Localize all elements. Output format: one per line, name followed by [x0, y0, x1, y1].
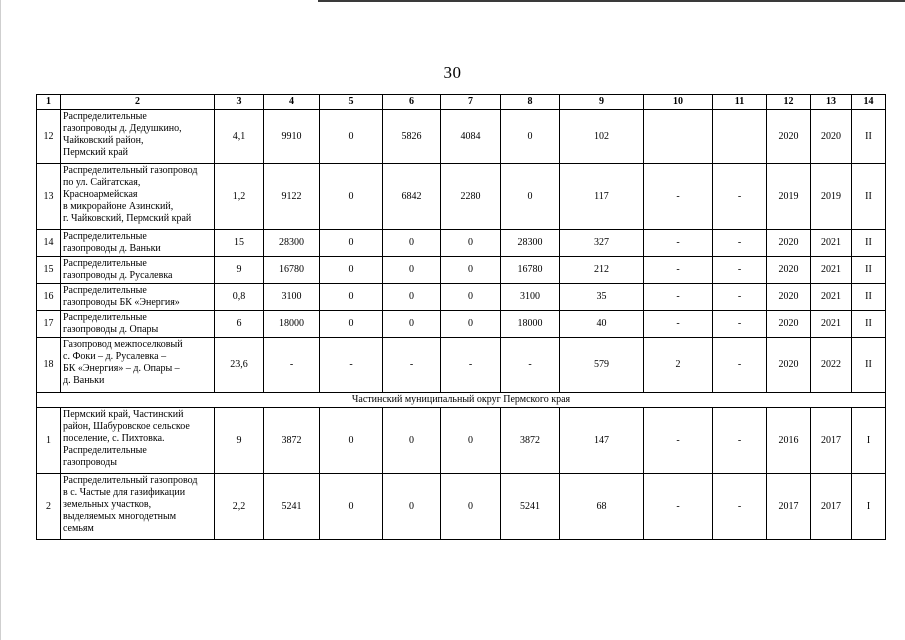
object-name-line: Распределительные: [63, 312, 147, 323]
object-name-line: Распределительные: [63, 445, 147, 456]
value-cell-c11: -: [713, 230, 767, 257]
value-cell-c10: -: [644, 311, 713, 338]
object-name-line: БК «Энергия» – д. Опары –: [63, 363, 180, 374]
value-cell-c8: 28300: [501, 230, 560, 257]
value-cell-c14: II: [852, 110, 886, 164]
top-border-line: [318, 0, 905, 2]
value-cell-c12: 2020: [767, 110, 811, 164]
row-number-cell: 13: [37, 164, 61, 230]
value-cell-c5: 0: [320, 284, 383, 311]
object-name-line: газопроводы: [63, 457, 117, 468]
value-cell-c11: -: [713, 257, 767, 284]
value-cell-c8: 3872: [501, 408, 560, 474]
value-cell-c3: 6: [215, 311, 264, 338]
object-name-line: газопроводы д. Дедушкино,: [63, 123, 182, 134]
value-cell-c14: II: [852, 284, 886, 311]
value-cell-c10: [644, 110, 713, 164]
value-cell-c9: 102: [560, 110, 644, 164]
value-cell-c8: 3100: [501, 284, 560, 311]
table-row: [37, 474, 886, 540]
value-cell-c5: 0: [320, 474, 383, 540]
header-cell: 12: [767, 95, 811, 110]
value-cell-c10: -: [644, 284, 713, 311]
header-cell: 3: [215, 95, 264, 110]
object-name-line: д. Ваньки: [63, 375, 105, 386]
value-cell-c11: [713, 110, 767, 164]
value-cell-c6: 6842: [383, 164, 441, 230]
value-cell-c9: 68: [560, 474, 644, 540]
object-name-line: Пермский край: [63, 147, 128, 158]
table-row: [37, 284, 886, 311]
value-cell-c13: 2021: [811, 311, 852, 338]
value-cell-c10: -: [644, 230, 713, 257]
object-name-line: газопроводы д. Русалевка: [63, 270, 173, 281]
value-cell-c11: -: [713, 164, 767, 230]
value-cell-c5: 0: [320, 110, 383, 164]
object-name-line: Распределительные: [63, 111, 147, 122]
table-row: [37, 338, 886, 393]
value-cell-c4: 9122: [264, 164, 320, 230]
object-name-line: Распределительный газопровод: [63, 475, 198, 486]
table-row: [37, 164, 886, 230]
value-cell-c13: 2021: [811, 257, 852, 284]
value-cell-c10: 2: [644, 338, 713, 393]
value-cell-c4: 28300: [264, 230, 320, 257]
row-number-cell: 2: [37, 474, 61, 540]
value-cell-c5: 0: [320, 408, 383, 474]
value-cell-c5: -: [320, 338, 383, 393]
value-cell-c7: 0: [441, 284, 501, 311]
value-cell-c7: 0: [441, 230, 501, 257]
object-name-line: Распределительный газопровод: [63, 165, 198, 176]
value-cell-c12: 2019: [767, 164, 811, 230]
value-cell-c3: 15: [215, 230, 264, 257]
row-number-cell: 18: [37, 338, 61, 393]
header-cell: 10: [644, 95, 713, 110]
value-cell-c3: 4,1: [215, 110, 264, 164]
object-name-line: с. Фоки – д. Русалевка –: [63, 351, 167, 362]
object-name-line: в с. Частые для газификации: [63, 487, 186, 498]
value-cell-c14: II: [852, 164, 886, 230]
value-cell-c6: 5826: [383, 110, 441, 164]
value-cell-c8: -: [501, 338, 560, 393]
value-cell-c3: 23,6: [215, 338, 264, 393]
object-name-line: по ул. Сайгатская,: [63, 177, 141, 188]
object-name-line: район, Шабуровское сельское: [63, 421, 190, 432]
object-name-line: Чайковский район,: [63, 135, 144, 146]
value-cell-c14: I: [852, 474, 886, 540]
value-cell-c7: 2280: [441, 164, 501, 230]
value-cell-c13: 2021: [811, 284, 852, 311]
value-cell-c13: 2017: [811, 408, 852, 474]
table-row: [37, 257, 886, 284]
value-cell-c9: 212: [560, 257, 644, 284]
header-cell: 13: [811, 95, 852, 110]
value-cell-c7: -: [441, 338, 501, 393]
value-cell-c13: 2022: [811, 338, 852, 393]
value-cell-c12: 2020: [767, 338, 811, 393]
value-cell-c13: 2019: [811, 164, 852, 230]
value-cell-c11: -: [713, 408, 767, 474]
value-cell-c9: 40: [560, 311, 644, 338]
value-cell-c10: -: [644, 408, 713, 474]
object-name-line: земельных участков,: [63, 499, 152, 510]
value-cell-c6: 0: [383, 474, 441, 540]
value-cell-c3: 0,8: [215, 284, 264, 311]
value-cell-c3: 1,2: [215, 164, 264, 230]
value-cell-c5: 0: [320, 311, 383, 338]
value-cell-c14: II: [852, 338, 886, 393]
value-cell-c9: 579: [560, 338, 644, 393]
value-cell-c8: 18000: [501, 311, 560, 338]
value-cell-c4: 18000: [264, 311, 320, 338]
value-cell-c9: 117: [560, 164, 644, 230]
object-name-line: Пермский край, Частинский: [63, 409, 184, 420]
header-row: [37, 95, 886, 110]
row-number-cell: 12: [37, 110, 61, 164]
value-cell-c14: II: [852, 311, 886, 338]
value-cell-c9: 327: [560, 230, 644, 257]
value-cell-c4: 3872: [264, 408, 320, 474]
row-number-cell: 14: [37, 230, 61, 257]
value-cell-c6: 0: [383, 257, 441, 284]
object-name-line: в микрорайоне Азинский,: [63, 201, 174, 212]
object-name-line: Газопровод межпоселковый: [63, 339, 183, 350]
row-number-cell: 16: [37, 284, 61, 311]
table-row: [37, 110, 886, 164]
value-cell-c8: 0: [501, 110, 560, 164]
object-name-cell: [61, 257, 215, 284]
value-cell-c13: 2017: [811, 474, 852, 540]
value-cell-c10: -: [644, 164, 713, 230]
object-name-cell: [61, 230, 215, 257]
object-name-cell: [61, 110, 215, 164]
object-name-cell: [61, 284, 215, 311]
value-cell-c6: 0: [383, 284, 441, 311]
value-cell-c13: 2021: [811, 230, 852, 257]
value-cell-c7: 0: [441, 474, 501, 540]
value-cell-c14: II: [852, 257, 886, 284]
value-cell-c3: 9: [215, 257, 264, 284]
object-name-line: Распределительные: [63, 258, 147, 269]
object-name-cell: [61, 338, 215, 393]
value-cell-c5: 0: [320, 164, 383, 230]
object-name-line: газопроводы д. Ваньки: [63, 243, 161, 254]
value-cell-c11: -: [713, 474, 767, 540]
value-cell-c10: -: [644, 257, 713, 284]
value-cell-c4: 9910: [264, 110, 320, 164]
value-cell-c9: 35: [560, 284, 644, 311]
value-cell-c11: -: [713, 311, 767, 338]
value-cell-c7: 4084: [441, 110, 501, 164]
value-cell-c8: 0: [501, 164, 560, 230]
value-cell-c12: 2020: [767, 311, 811, 338]
value-cell-c4: -: [264, 338, 320, 393]
data-table: [36, 94, 886, 540]
object-name-line: поселение, с. Пихтовка.: [63, 433, 165, 444]
value-cell-c14: I: [852, 408, 886, 474]
left-edge-line: [0, 0, 1, 640]
value-cell-c9: 147: [560, 408, 644, 474]
object-name-cell: [61, 164, 215, 230]
header-cell: 2: [61, 95, 215, 110]
value-cell-c12: 2020: [767, 284, 811, 311]
table-row: [37, 408, 886, 474]
object-name-line: г. Чайковский, Пермский край: [63, 213, 192, 224]
row-number-cell: 1: [37, 408, 61, 474]
section-row: [37, 393, 886, 408]
value-cell-c8: 5241: [501, 474, 560, 540]
header-cell: 7: [441, 95, 501, 110]
header-cell: 6: [383, 95, 441, 110]
value-cell-c7: 0: [441, 408, 501, 474]
value-cell-c12: 2020: [767, 230, 811, 257]
row-number-cell: 15: [37, 257, 61, 284]
table-row: [37, 230, 886, 257]
value-cell-c4: 5241: [264, 474, 320, 540]
value-cell-c3: 9: [215, 408, 264, 474]
value-cell-c14: II: [852, 230, 886, 257]
value-cell-c4: 3100: [264, 284, 320, 311]
value-cell-c7: 0: [441, 257, 501, 284]
value-cell-c3: 2,2: [215, 474, 264, 540]
header-cell: 5: [320, 95, 383, 110]
table-body: [37, 95, 886, 540]
header-cell: 11: [713, 95, 767, 110]
value-cell-c6: 0: [383, 311, 441, 338]
object-name-line: газопроводы БК «Энергия»: [63, 297, 180, 308]
value-cell-c10: -: [644, 474, 713, 540]
value-cell-c13: 2020: [811, 110, 852, 164]
value-cell-c4: 16780: [264, 257, 320, 284]
value-cell-c6: -: [383, 338, 441, 393]
object-name-line: газопроводы д. Опары: [63, 324, 159, 335]
value-cell-c5: 0: [320, 230, 383, 257]
object-name-line: выделяемых многодетным: [63, 511, 177, 522]
table-row: [37, 311, 886, 338]
header-cell: 9: [560, 95, 644, 110]
value-cell-c6: 0: [383, 408, 441, 474]
object-name-line: семьям: [63, 523, 94, 534]
value-cell-c5: 0: [320, 257, 383, 284]
value-cell-c11: -: [713, 284, 767, 311]
row-number-cell: 17: [37, 311, 61, 338]
value-cell-c12: 2016: [767, 408, 811, 474]
object-name-line: Красноармейская: [63, 189, 138, 200]
object-name-cell: [61, 474, 215, 540]
value-cell-c12: 2017: [767, 474, 811, 540]
header-cell: 4: [264, 95, 320, 110]
header-cell: 14: [852, 95, 886, 110]
object-name-cell: [61, 311, 215, 338]
page-number: 30: [443, 63, 462, 82]
object-name-line: Распределительные: [63, 231, 147, 242]
header-cell: 8: [501, 95, 560, 110]
value-cell-c6: 0: [383, 230, 441, 257]
header-cell: 1: [37, 95, 61, 110]
value-cell-c11: -: [713, 338, 767, 393]
value-cell-c7: 0: [441, 311, 501, 338]
value-cell-c12: 2020: [767, 257, 811, 284]
object-name-line: Распределительные: [63, 285, 147, 296]
object-name-cell: [61, 408, 215, 474]
section-title: Частинский муниципальный округ Пермского края: [37, 393, 886, 408]
value-cell-c8: 16780: [501, 257, 560, 284]
